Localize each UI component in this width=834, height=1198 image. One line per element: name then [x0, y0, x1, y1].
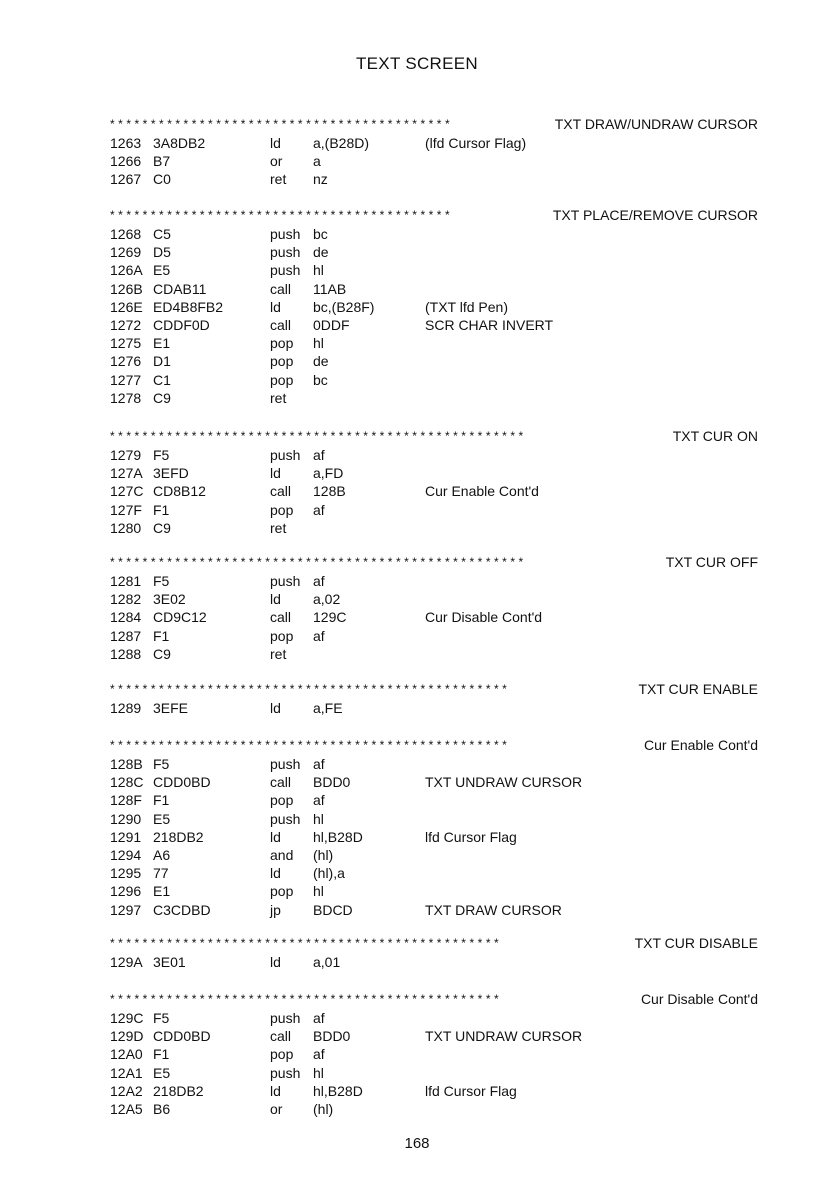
- address: 126A: [110, 262, 143, 279]
- section-header: [110, 116, 758, 134]
- address: 12A1: [110, 1064, 143, 1081]
- listing-row: [110, 501, 758, 519]
- listing-row: [110, 828, 758, 846]
- operand: BDD0: [313, 774, 351, 791]
- mnemonic: pop: [270, 501, 294, 518]
- comment: lfd Cursor Flag: [425, 1082, 517, 1099]
- mnemonic: push: [270, 244, 301, 261]
- operand: a,02: [313, 591, 341, 608]
- mnemonic: pop: [270, 883, 294, 900]
- comment: Cur Enable Cont'd: [425, 483, 539, 500]
- hex-bytes: 3E01: [153, 954, 186, 970]
- listing-row: [110, 389, 758, 407]
- mnemonic: ld: [270, 865, 281, 882]
- operand: a: [313, 153, 321, 170]
- listing-row: [110, 334, 758, 352]
- operand: af: [313, 756, 325, 772]
- hex-bytes: 3EFE: [153, 700, 189, 716]
- listing-row: [110, 1064, 758, 1082]
- section-label: TXT CUR OFF: [662, 554, 758, 571]
- address: 12A5: [110, 1100, 143, 1117]
- operand: de: [313, 353, 329, 370]
- mnemonic: push: [270, 1064, 301, 1081]
- section-header: [110, 991, 758, 1009]
- operand: a,FE: [313, 700, 343, 716]
- listing-row: [110, 791, 758, 809]
- address: 1296: [110, 883, 142, 900]
- comment: TXT UNDRAW CURSOR: [425, 1028, 583, 1045]
- operand: (hl): [313, 846, 334, 863]
- hex-bytes: C9: [153, 645, 171, 662]
- hex-bytes: F5: [153, 1010, 170, 1026]
- operand: (hl),a: [313, 865, 345, 882]
- operand: bc,(B28F): [313, 298, 375, 315]
- hex-bytes: E5: [153, 1064, 171, 1081]
- hex-bytes: B6: [153, 1100, 171, 1117]
- hex-bytes: CDDF0D: [153, 316, 210, 333]
- address: 129C: [110, 1010, 144, 1026]
- address: 1272: [110, 316, 142, 333]
- hex-bytes: F1: [153, 792, 170, 809]
- mnemonic: call: [270, 609, 292, 626]
- asterisk-separator: ***************************************************: [110, 555, 527, 569]
- hex-bytes: CDD0BD: [153, 1028, 211, 1045]
- section-label: TXT CUR ENABLE: [634, 681, 758, 698]
- address: 127F: [110, 501, 142, 518]
- mnemonic: pop: [270, 1046, 294, 1063]
- listing-row: [110, 316, 758, 334]
- operand: a,FD: [313, 465, 344, 482]
- address: 1276: [110, 353, 142, 370]
- hex-bytes: 3A8DB2: [153, 135, 206, 151]
- mnemonic: ld: [270, 591, 281, 608]
- hex-bytes: F5: [153, 447, 170, 463]
- listing-row: [110, 864, 758, 882]
- operand: 129C: [313, 609, 347, 626]
- mnemonic: pop: [270, 792, 294, 809]
- address: 1280: [110, 519, 142, 536]
- address: 1279: [110, 447, 142, 463]
- address: 128F: [110, 792, 142, 809]
- listing-row: [110, 755, 758, 773]
- address: 129D: [110, 1028, 144, 1045]
- address: 1278: [110, 389, 142, 406]
- hex-bytes: F1: [153, 627, 170, 644]
- listing-row: [110, 882, 758, 900]
- mnemonic: ld: [270, 1082, 281, 1099]
- hex-bytes: CD9C12: [153, 609, 207, 626]
- mnemonic: push: [270, 226, 301, 242]
- hex-bytes: ED4B8FB2: [153, 298, 224, 315]
- asterisk-separator: ******************************************: [110, 208, 454, 222]
- section-label: TXT DRAW/UNDRAW CURSOR: [551, 116, 758, 133]
- hex-bytes: E5: [153, 262, 171, 279]
- hex-bytes: F5: [153, 573, 170, 589]
- address: 129A: [110, 954, 143, 970]
- hex-bytes: E5: [153, 810, 171, 827]
- address: 1269: [110, 244, 142, 261]
- operand: BDCD: [313, 901, 353, 918]
- listing-row: [110, 773, 758, 791]
- hex-bytes: C5: [153, 226, 171, 242]
- listing-section: [110, 991, 758, 1118]
- listing-row: [110, 608, 758, 626]
- listing-section: [110, 935, 758, 971]
- listing-row: [110, 519, 758, 537]
- hex-bytes: C9: [153, 389, 171, 406]
- asterisk-separator: ******************************************: [110, 117, 454, 131]
- mnemonic: push: [270, 262, 301, 279]
- listing-row: [110, 953, 758, 971]
- address: 1277: [110, 371, 142, 388]
- listing-section: [110, 428, 758, 537]
- address: 1266: [110, 153, 142, 170]
- hex-bytes: E1: [153, 883, 171, 900]
- address: 12A2: [110, 1082, 143, 1099]
- listing-row: [110, 261, 758, 279]
- operand: BDD0: [313, 1028, 351, 1045]
- listing-row: [110, 699, 758, 717]
- listing-row: [110, 590, 758, 608]
- hex-bytes: 218DB2: [153, 828, 204, 845]
- section-header: [110, 207, 758, 225]
- comment: (TXT lfd Pen): [425, 298, 508, 315]
- mnemonic: ld: [270, 828, 281, 845]
- mnemonic: pop: [270, 371, 294, 388]
- mnemonic: pop: [270, 627, 294, 644]
- mnemonic: ld: [270, 700, 281, 716]
- hex-bytes: C3CDBD: [153, 901, 211, 918]
- address: 1275: [110, 335, 142, 352]
- mnemonic: call: [270, 280, 292, 297]
- address: 127C: [110, 483, 144, 500]
- hex-bytes: C9: [153, 519, 171, 536]
- listing-section: [110, 554, 758, 663]
- address: 127A: [110, 465, 143, 482]
- listing-row: [110, 645, 758, 663]
- listing-row: [110, 1082, 758, 1100]
- mnemonic: push: [270, 1010, 301, 1026]
- operand: hl: [313, 262, 324, 279]
- listing-section: [110, 207, 758, 407]
- address: 12A0: [110, 1046, 143, 1063]
- mnemonic: push: [270, 573, 301, 589]
- comment: TXT DRAW CURSOR: [425, 901, 562, 918]
- mnemonic: ret: [270, 171, 287, 188]
- section-label: TXT CUR DISABLE: [631, 935, 758, 952]
- hex-bytes: 77: [153, 865, 169, 882]
- hex-bytes: B7: [153, 153, 171, 170]
- asterisk-separator: ************************************************: [110, 992, 503, 1006]
- section-header: [110, 681, 758, 699]
- hex-bytes: C1: [153, 371, 171, 388]
- address: 1284: [110, 609, 142, 626]
- listing-row: [110, 901, 758, 919]
- address: 1297: [110, 901, 142, 918]
- listing-row: [110, 1045, 758, 1063]
- listing-row: [110, 810, 758, 828]
- mnemonic: call: [270, 483, 292, 500]
- mnemonic: ld: [270, 135, 281, 151]
- operand: af: [313, 792, 325, 809]
- listing-row: [110, 1100, 758, 1118]
- address: 126E: [110, 298, 143, 315]
- asterisk-separator: ***************************************************: [110, 429, 527, 443]
- mnemonic: ret: [270, 645, 287, 662]
- section-header: [110, 935, 758, 953]
- address: 128C: [110, 774, 144, 791]
- operand: hl: [313, 335, 324, 352]
- section-label: Cur Enable Cont'd: [640, 737, 758, 754]
- comment: TXT UNDRAW CURSOR: [425, 774, 583, 791]
- mnemonic: push: [270, 810, 301, 827]
- listing-row: [110, 225, 758, 243]
- listing-section: [110, 737, 758, 919]
- hex-bytes: D5: [153, 244, 171, 261]
- mnemonic: or: [270, 1100, 283, 1117]
- address: 1291: [110, 828, 142, 845]
- asterisk-separator: *************************************************: [110, 738, 511, 752]
- hex-bytes: F1: [153, 501, 170, 518]
- address: 1268: [110, 226, 142, 242]
- address: 1289: [110, 700, 142, 716]
- comment: Cur Disable Cont'd: [425, 609, 543, 626]
- mnemonic: ld: [270, 465, 281, 482]
- mnemonic: ld: [270, 954, 281, 970]
- section-label: TXT CUR ON: [669, 428, 758, 445]
- operand: af: [313, 627, 325, 644]
- hex-bytes: 3EFD: [153, 465, 189, 482]
- section-header: [110, 554, 758, 572]
- listing-row: [110, 134, 758, 152]
- listing-row: [110, 371, 758, 389]
- operand: af: [313, 573, 325, 589]
- operand: nz: [313, 171, 328, 188]
- listing-row: [110, 280, 758, 298]
- operand: bc: [313, 371, 328, 388]
- hex-bytes: 3E02: [153, 591, 186, 608]
- address: 128B: [110, 756, 143, 772]
- operand: 128B: [313, 483, 346, 500]
- mnemonic: call: [270, 774, 292, 791]
- listing-row: [110, 298, 758, 316]
- operand: de: [313, 244, 329, 261]
- listing-row: [110, 482, 758, 500]
- operand: a,01: [313, 954, 341, 970]
- page-number: 168: [404, 1135, 430, 1152]
- listing-row: [110, 170, 758, 188]
- mnemonic: push: [270, 447, 301, 463]
- listing-row: [110, 572, 758, 590]
- mnemonic: ret: [270, 389, 287, 406]
- listing-section: [110, 681, 758, 717]
- section-label: TXT PLACE/REMOVE CURSOR: [549, 207, 758, 224]
- listing-row: [110, 1027, 758, 1045]
- listing-row: [110, 243, 758, 261]
- address: 1267: [110, 171, 142, 188]
- hex-bytes: A6: [153, 846, 171, 863]
- section-header: [110, 737, 758, 755]
- mnemonic: call: [270, 1028, 292, 1045]
- operand: hl: [313, 883, 324, 900]
- mnemonic: ld: [270, 298, 281, 315]
- listing-section: [110, 116, 758, 189]
- address: 1295: [110, 865, 142, 882]
- address: 1263: [110, 135, 142, 151]
- operand: 11AB: [313, 280, 347, 297]
- operand: 0DDF: [313, 316, 350, 333]
- address: 126B: [110, 280, 143, 297]
- hex-bytes: E1: [153, 335, 171, 352]
- address: 1290: [110, 810, 142, 827]
- mnemonic: call: [270, 316, 292, 333]
- listing-row: [110, 446, 758, 464]
- operand: af: [313, 501, 325, 518]
- operand: hl: [313, 810, 324, 827]
- mnemonic: and: [270, 846, 294, 863]
- listing-row: [110, 846, 758, 864]
- hex-bytes: F5: [153, 756, 170, 772]
- asterisk-separator: *************************************************: [110, 682, 511, 696]
- mnemonic: pop: [270, 353, 294, 370]
- listing-row: [110, 627, 758, 645]
- operand: af: [313, 1046, 325, 1063]
- listing-row: [110, 1009, 758, 1027]
- operand: (hl): [313, 1100, 334, 1117]
- listing-row: [110, 152, 758, 170]
- listing-row: [110, 464, 758, 482]
- comment: (lfd Cursor Flag): [425, 135, 527, 151]
- mnemonic: or: [270, 153, 283, 170]
- hex-bytes: CD8B12: [153, 483, 206, 500]
- operand: af: [313, 447, 325, 463]
- address: 1287: [110, 627, 142, 644]
- mnemonic: jp: [270, 901, 281, 918]
- operand: hl,B28D: [313, 828, 363, 845]
- address: 1288: [110, 645, 142, 662]
- comment: lfd Cursor Flag: [425, 828, 517, 845]
- hex-bytes: CDAB11: [153, 280, 207, 297]
- comment: SCR CHAR INVERT: [425, 316, 554, 333]
- operand: hl: [313, 1064, 324, 1081]
- hex-bytes: F1: [153, 1046, 170, 1063]
- section-label: Cur Disable Cont'd: [637, 991, 758, 1008]
- hex-bytes: CDD0BD: [153, 774, 211, 791]
- operand: bc: [313, 226, 328, 242]
- asterisk-separator: ************************************************: [110, 936, 503, 950]
- mnemonic: pop: [270, 335, 294, 352]
- operand: a,(B28D): [313, 135, 370, 151]
- operand: hl,B28D: [313, 1082, 363, 1099]
- page-title: TEXT SCREEN: [355, 54, 478, 73]
- address: 1282: [110, 591, 142, 608]
- address: 1281: [110, 573, 142, 589]
- operand: af: [313, 1010, 325, 1026]
- mnemonic: ret: [270, 519, 287, 536]
- hex-bytes: D1: [153, 353, 171, 370]
- address: 1294: [110, 846, 142, 863]
- mnemonic: push: [270, 756, 301, 772]
- hex-bytes: C0: [153, 171, 171, 188]
- listing-row: [110, 352, 758, 370]
- hex-bytes: 218DB2: [153, 1082, 204, 1099]
- section-header: [110, 428, 758, 446]
